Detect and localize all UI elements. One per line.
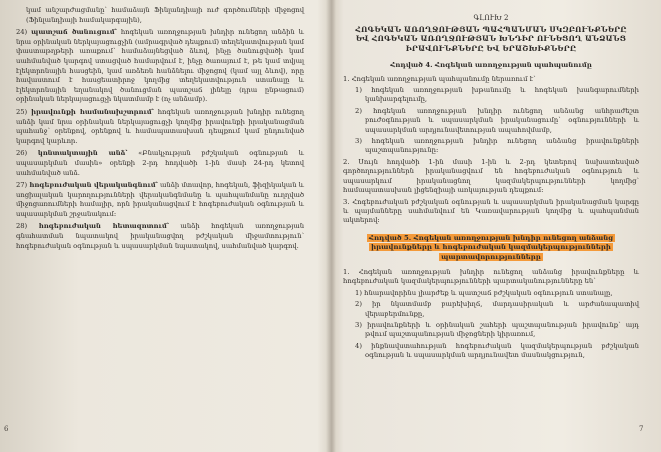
left-page xyxy=(0,0,329,452)
item-term: կոնտակտային անձ՝ xyxy=(37,149,128,158)
item-term: հոգեբուժական հետազոտում՝ xyxy=(38,222,169,231)
article-5-subitem: 2) իր նկատմամբ բարեխիղճ, մարդասիրական և արժանապատիվ վերաբերմունքը, xyxy=(355,300,639,318)
definition-item-24 xyxy=(16,28,304,105)
page-number-left: 6 xyxy=(4,425,9,433)
item-term: հոգեբուժական վերականգնում՝ xyxy=(29,181,158,190)
article-5-subitem: 4) ինքնավստահության հոգեբուժական կազմակերպության բժշկական օգնության և սպասարկման արդյունավետ մասնակցություն, xyxy=(355,341,639,360)
item-number: 24) xyxy=(16,28,28,37)
continuation-text: կամ անշարժացմանը՝ համաձայն Ֆինլանդիայի ուժ գործումների միջոցով (Ֆինլանդիայի համակարգային), xyxy=(26,6,304,24)
article-4-subitem: 3) հոգեկան առողջության խնդիր ունեցող անձանց իրավունքների պաշտպանությունը։ xyxy=(355,137,639,155)
item-text: հոգեկան առողջության խնդիր ունեցող անձի կամ նրա օրինական ներկայացուցչի կողմից իրավունքի իրականացման պահանջ՝ օրենքով, օրենքով և համապատասխան դեպքում կամ ընդունված կարգով կարևոր. xyxy=(16,107,304,145)
item-number: 28) xyxy=(16,222,28,231)
definition-item-26 xyxy=(16,149,304,178)
article-5-para: 1. Հոգեկան առողջության խնդիր ունեցող անձանց իրավունքները և հոգեբուժական կազմակերպությունների պարտականությունները են՝ xyxy=(343,267,639,286)
definition-item-25 xyxy=(16,108,304,146)
left-page-text xyxy=(16,6,304,254)
article-4-para: 3. Հոգեբուժական բժշկական օգնության և սպասարկման իրականացման կարգը և պայմանները սահմանվում են Կառավարության կողմից և պահպանման ակտերով։ xyxy=(343,197,639,225)
article-4-subitem: 2) հոգեկան առողջության խնդիր ունեցող անձանց անհրաժեշտ բուժօգնության և սպասարկման իրականացումը՝ օգնությունների և սպասարկման արդյունավետության ապահովմամբ, xyxy=(355,106,639,134)
page-number-right: 7 xyxy=(639,425,644,433)
item-text: անձի մտավոր, հոգեկան, ֆիզիկական և սոցիալական կարողությունների վերականգնմանը և պահպանմանը ուղղված միջոցառումների համալիր, որն իրականացվում է հոգեբուժական օգնության և սպասարկման շրջանակում։ xyxy=(16,181,304,218)
item-term: իրավունքի համանախշտրում՝ xyxy=(31,107,154,116)
definition-item-28 xyxy=(16,222,304,251)
chapter-title: ՀՈԳԵԿԱՆ ԱՌՈՂՋՈՒԹՅԱՆ ՊԱՀՊԱՆՄԱՆ ՍԿԶԲՈՒՆՔՆԵՐԸ ԵՎ ՀՈԳԵԿԱՆ ԱՌՈՂՋՈՒԹՅԱՆ ԽՆԴԻՐ ՈՒՆԵՑՈՂ ԱՆՁԱՆՑ ԻՐԱՎՈՒՆՔՆԵՐԸ ԵՎ ԵՐԱՇԽԻՔՆԵՐԸ xyxy=(355,25,627,53)
article-4-para: 1. Հոգեկան առողջության պահպանումը ներառում է՝ xyxy=(343,74,536,83)
item-text: անձի հոգեկան առողջության գնահատման նպատակով իրականացվող բժշկական միջամտություն՝ հոգեբուժական օգնության և սպասարկման նպատակով, սահմանված կարգով. xyxy=(16,222,304,250)
definition-item-27 xyxy=(16,181,304,219)
article-4-subitem: 1) հոգեկան առողջության խթանումը և հոգեկան խանգարումների կանխարգելումը, xyxy=(355,86,639,104)
article-5-title-highlight xyxy=(353,234,629,262)
right-page xyxy=(333,0,661,452)
item-term: պատշաճ ծանուցում՝ xyxy=(31,28,117,37)
item-text: հոգեկան առողջության խնդիր ունեցող անձին և նրա օրինական ներկայացուցչին (ամրագրված դեպքում) տեղեկատվության կամ փաստաթղթերի առաքում՝ համաձայնեցված ձևով, ինչը ծանուցվածի կամ սահմանված կարգով ստացված համարվում է, ինչը ծառայում է, թե կամ տվյալ էլեկտրոնային հասցեին, կամ առձեռն հանձնելու միջոցով (կամ այլ ձևով), որը հավաստում է հասցեատիրոջ կողմից տեղեկատվություն ստանալը և էլեկտրոնային եղանակով ծանուցման պատշաճ լինելը (դրա ընթացում) օրինական ներկայացուցչի նկատմամբ է (ոչ անձամբ). xyxy=(16,28,304,104)
right-page-text xyxy=(343,14,639,363)
item-number: 26) xyxy=(16,149,28,158)
item-text: «Բնակչության բժշկական օգնության և սպասարկման մասին» օրենքի 2-րդ հոդվածի 1-ին մասի 24-րդ կետով սահմանված անձ. xyxy=(16,149,304,177)
chapter-label: ԳԼՈՒԽ 2 xyxy=(473,14,509,22)
article-5-subitem: 3) իրավունքների և օրինական շահերի պաշտպանության իրավունք՝ այդ թվում պաշտպանության միջոցների կիրառում, xyxy=(355,320,639,339)
article-4-title: Հոդված 4. Հոգեկան առողջության պահպանումը xyxy=(390,61,592,70)
article-5-subitem: 1) հնարավորինս լիարժեք և պատշաճ բժշկական օգնություն ստանալը, xyxy=(355,288,613,297)
item-number: 25) xyxy=(16,107,28,116)
item-number: 27) xyxy=(16,181,28,190)
article-5-title: Հոդված 5. Հոգեկան առողջության խնդիր ունեցող անձանց իրավունքները և հոգեբուժական կազմակերպությունների պարտավորությունները xyxy=(368,233,614,261)
article-4-para: 2. Սույն հոդվածի 1-ին մասի 1-ին և 2-րդ կետերով նախատեսված գործողություններն իրականացվում են հոգեբուժական օգնություն և սպասարկում իրականացնող կազմակերպությունների կողմից՝ համապատասխան լիցենզիայի առկայության դեպքում։ xyxy=(343,157,639,195)
